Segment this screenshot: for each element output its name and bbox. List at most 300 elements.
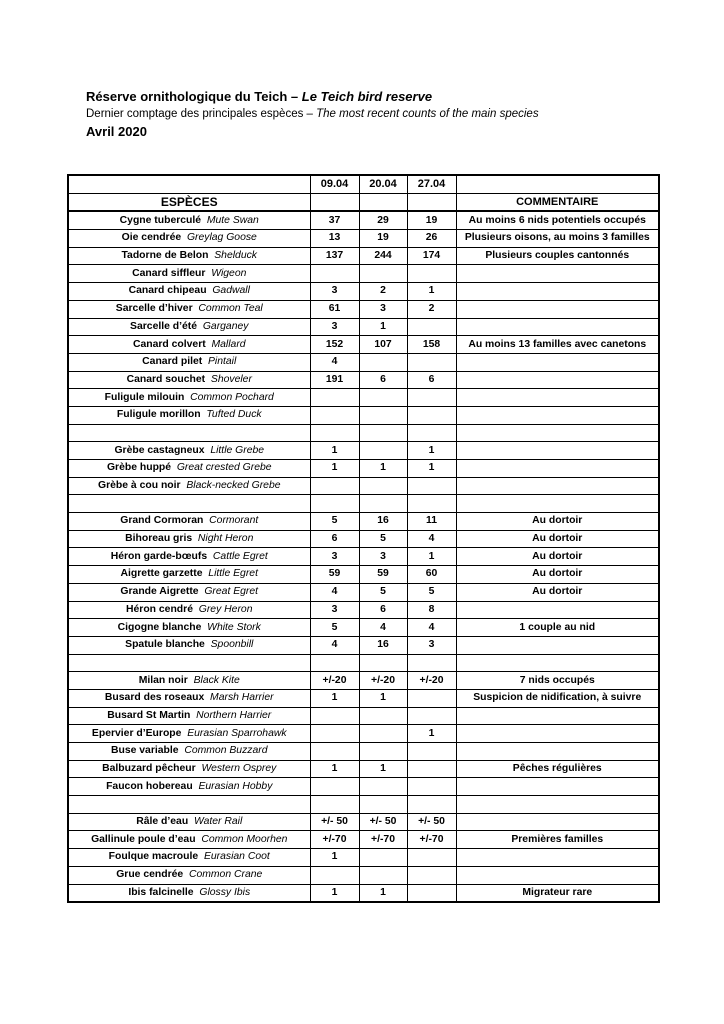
- count-cell-date-3: [407, 884, 456, 902]
- count-cell-date-2: 1: [359, 884, 407, 902]
- count-cell-date-2: [359, 265, 407, 283]
- date-header-1: 09.04: [310, 175, 359, 193]
- count-cell-date-3: [407, 689, 456, 707]
- table-row: [68, 230, 659, 248]
- count-cell-date-2: [359, 442, 407, 460]
- comment-cell: [456, 778, 659, 796]
- column-header-row: [68, 193, 659, 211]
- species-name-french: Grèbe castagneux: [114, 444, 205, 456]
- species-name-english: Cormorant: [209, 515, 259, 527]
- table-row: [68, 636, 659, 654]
- count-cell-date-1: 1: [310, 884, 359, 902]
- species-name-french: Balbuzard pêcheur: [102, 763, 196, 775]
- comment-cell: [456, 424, 659, 442]
- comment-cell: [456, 283, 659, 301]
- species-name-french: Grèbe à cou noir: [98, 480, 181, 492]
- species-name-english: Eurasian Sparrohawk: [187, 727, 287, 739]
- species-name-english: Garganey: [202, 320, 249, 332]
- count-cell-date-2: 6: [359, 371, 407, 389]
- species-name-english: Marsh Harrier: [210, 692, 274, 704]
- count-cell-date-3: +/-20: [407, 672, 456, 690]
- species-name-cell: [68, 460, 310, 478]
- species-name-cell: [68, 707, 310, 725]
- species-name-cell: [68, 796, 310, 814]
- count-cell-date-2: [359, 654, 407, 672]
- table-row: [68, 601, 659, 619]
- species-name-english: Tufted Duck: [206, 409, 262, 421]
- count-cell-date-2: 1: [359, 460, 407, 478]
- count-cell-date-3: 8: [407, 601, 456, 619]
- species-name-cell: [68, 230, 310, 248]
- comment-cell: [456, 849, 659, 867]
- count-cell-date-2: 5: [359, 530, 407, 548]
- species-name-english: Black-necked Grebe: [186, 480, 281, 492]
- count-cell-date-2: [359, 866, 407, 884]
- species-name-french: Epervier d’Europe: [91, 727, 182, 739]
- count-cell-date-3: 1: [407, 283, 456, 301]
- species-name-cell: [68, 884, 310, 902]
- blank-header-cell: [68, 175, 310, 193]
- species-name-english: Common Pochard: [190, 391, 274, 403]
- species-name-cell: [68, 619, 310, 637]
- table-row: [68, 760, 659, 778]
- species-name-english: Greylag Goose: [186, 232, 257, 244]
- comment-cell: [456, 725, 659, 743]
- species-name-french: Ibis falcinelle: [128, 886, 194, 898]
- species-name-english: Gadwall: [212, 285, 250, 297]
- count-cell-date-1: 61: [310, 300, 359, 318]
- count-cell-date-2: +/-20: [359, 672, 407, 690]
- species-name-french: Cigogne blanche: [117, 621, 202, 633]
- species-name-cell: [68, 689, 310, 707]
- species-name-english: Water Rail: [193, 816, 243, 828]
- comment-cell: 1 couple au nid: [456, 619, 659, 637]
- species-name-french: Cygne tuberculé: [119, 214, 202, 226]
- species-name-english: Common Teal: [198, 303, 263, 315]
- species-name-cell: [68, 636, 310, 654]
- species-name-french: Milan noir: [138, 674, 188, 686]
- comment-cell: [456, 636, 659, 654]
- species-name-french: Oie cendrée: [121, 232, 182, 244]
- count-cell-date-3: [407, 866, 456, 884]
- comment-cell: Suspicion de nidification, à suivre: [456, 689, 659, 707]
- species-name-french: Faucon hobereau: [106, 780, 193, 792]
- count-cell-date-1: 6: [310, 530, 359, 548]
- count-cell-date-1: 1: [310, 849, 359, 867]
- count-cell-date-2: 5: [359, 583, 407, 601]
- count-cell-date-3: [407, 265, 456, 283]
- count-cell-date-3: 4: [407, 530, 456, 548]
- count-cell-date-2: 3: [359, 548, 407, 566]
- count-cell-date-1: [310, 406, 359, 424]
- table-row: [68, 211, 659, 229]
- species-name-english: Pintail: [208, 356, 237, 368]
- species-name-cell: [68, 813, 310, 831]
- count-cell-date-1: 137: [310, 247, 359, 265]
- count-cell-date-2: [359, 406, 407, 424]
- count-cell-date-1: [310, 265, 359, 283]
- comment-cell: [456, 371, 659, 389]
- count-cell-date-2: [359, 707, 407, 725]
- comment-cell: Au moins 6 nids potentiels occupés: [456, 211, 659, 229]
- species-name-french: Buse variable: [110, 745, 179, 757]
- table-row: [68, 477, 659, 495]
- subtitle-french: Dernier comptage des principales espèces –: [86, 108, 317, 120]
- count-cell-date-3: [407, 495, 456, 513]
- table-row: [68, 849, 659, 867]
- species-name-cell: [68, 566, 310, 584]
- document-date: Avril 2020: [86, 124, 147, 139]
- comment-cell: Au dortoir: [456, 583, 659, 601]
- species-name-cell: [68, 672, 310, 690]
- species-name-cell: [68, 211, 310, 229]
- table-row: [68, 495, 659, 513]
- count-cell-date-1: [310, 796, 359, 814]
- count-cell-date-2: 29: [359, 211, 407, 229]
- count-cell-date-3: [407, 849, 456, 867]
- species-name-cell: [68, 389, 310, 407]
- count-cell-date-3: [407, 796, 456, 814]
- species-name-cell: [68, 353, 310, 371]
- species-name-cell: [68, 778, 310, 796]
- species-name-french: Canard souchet: [126, 373, 206, 385]
- species-name-french: Héron garde-bœufs: [110, 550, 208, 562]
- count-cell-date-3: 1: [407, 548, 456, 566]
- species-name-cell: [68, 760, 310, 778]
- count-cell-date-2: 59: [359, 566, 407, 584]
- table-row: [68, 566, 659, 584]
- species-name-english: Black Kite: [193, 674, 240, 686]
- count-cell-date-1: 4: [310, 636, 359, 654]
- count-cell-date-3: 6: [407, 371, 456, 389]
- count-cell-date-2: 3: [359, 300, 407, 318]
- count-cell-date-2: 1: [359, 689, 407, 707]
- species-name-cell: [68, 442, 310, 460]
- count-cell-date-3: 4: [407, 619, 456, 637]
- table-row: [68, 548, 659, 566]
- species-name-french: Foulque macroule: [108, 851, 199, 863]
- comment-cell: [456, 796, 659, 814]
- species-name-english: Glossy Ibis: [199, 886, 251, 898]
- count-cell-date-3: [407, 477, 456, 495]
- subtitle-english: The most recent counts of the main species: [316, 108, 539, 120]
- count-cell-date-1: 1: [310, 689, 359, 707]
- count-cell-date-1: 3: [310, 283, 359, 301]
- count-cell-date-1: 4: [310, 353, 359, 371]
- count-cell-date-3: 60: [407, 566, 456, 584]
- comment-cell: Au moins 13 familles avec canetons: [456, 336, 659, 354]
- count-cell-date-3: [407, 353, 456, 371]
- comment-cell: Migrateur rare: [456, 884, 659, 902]
- count-cell-date-1: [310, 495, 359, 513]
- count-cell-date-3: [407, 389, 456, 407]
- table-row: [68, 619, 659, 637]
- count-cell-date-3: 11: [407, 513, 456, 531]
- table-row: [68, 300, 659, 318]
- comment-cell: [456, 654, 659, 672]
- count-cell-date-1: 3: [310, 318, 359, 336]
- count-cell-date-1: 13: [310, 230, 359, 248]
- species-name-english: Shoveler: [210, 373, 252, 385]
- count-cell-date-1: [310, 725, 359, 743]
- count-cell-date-2: +/-70: [359, 831, 407, 849]
- count-cell-date-2: [359, 796, 407, 814]
- species-name-english: Little Grebe: [210, 444, 265, 456]
- count-cell-date-2: [359, 495, 407, 513]
- species-name-cell: [68, 336, 310, 354]
- count-cell-date-1: [310, 778, 359, 796]
- species-name-cell: [68, 265, 310, 283]
- count-cell-date-1: 1: [310, 460, 359, 478]
- count-cell-date-1: 5: [310, 513, 359, 531]
- comment-cell: [456, 442, 659, 460]
- species-name-cell: [68, 300, 310, 318]
- species-name-french: Grande Aigrette: [120, 586, 199, 598]
- species-name-cell: [68, 866, 310, 884]
- document-title: [86, 87, 539, 106]
- count-cell-date-3: [407, 406, 456, 424]
- table-row: [68, 460, 659, 478]
- count-cell-date-1: 3: [310, 548, 359, 566]
- count-cell-date-3: [407, 707, 456, 725]
- count-cell-date-3: 19: [407, 211, 456, 229]
- table-row: [68, 654, 659, 672]
- species-name-cell: [68, 743, 310, 761]
- count-cell-date-1: 59: [310, 566, 359, 584]
- table-row: [68, 371, 659, 389]
- count-cell-date-1: 3: [310, 601, 359, 619]
- species-name-english: Common Moorhen: [201, 833, 288, 845]
- table-row: [68, 707, 659, 725]
- count-cell-date-3: [407, 318, 456, 336]
- comment-cell: Plusieurs couples cantonnés: [456, 247, 659, 265]
- count-cell-date-1: 1: [310, 760, 359, 778]
- count-cell-date-3: +/-70: [407, 831, 456, 849]
- species-count-table: [67, 174, 660, 903]
- species-name-french: Busard St Martin: [107, 709, 191, 721]
- species-name-french: Héron cendré: [126, 603, 193, 615]
- species-name-english: Shelduck: [214, 250, 257, 262]
- count-cell-date-2: 2: [359, 283, 407, 301]
- table-row: [68, 265, 659, 283]
- species-name-cell: [68, 601, 310, 619]
- species-name-cell: [68, 513, 310, 531]
- species-name-english: Western Osprey: [201, 763, 277, 775]
- species-name-english: Wigeon: [211, 267, 247, 279]
- count-cell-date-3: 174: [407, 247, 456, 265]
- document-subtitle: [86, 106, 539, 123]
- title-english: Le Teich bird reserve: [301, 89, 433, 104]
- table-row: [68, 689, 659, 707]
- count-cell-date-1: [310, 866, 359, 884]
- species-name-french: Aigrette garzette: [120, 568, 203, 580]
- comment-cell: [456, 743, 659, 761]
- species-name-cell: [68, 424, 310, 442]
- comment-cell: 7 nids occupés: [456, 672, 659, 690]
- comment-cell: [456, 601, 659, 619]
- date-header-row: [68, 175, 659, 193]
- table-row: [68, 866, 659, 884]
- count-cell-date-2: [359, 743, 407, 761]
- table-row: [68, 884, 659, 902]
- count-cell-date-1: +/- 50: [310, 813, 359, 831]
- species-name-cell: [68, 247, 310, 265]
- comment-cell: Au dortoir: [456, 513, 659, 531]
- table-row: [68, 672, 659, 690]
- table-row: [68, 442, 659, 460]
- table-row: [68, 513, 659, 531]
- species-name-cell: [68, 477, 310, 495]
- count-cell-date-1: +/-20: [310, 672, 359, 690]
- table-row: [68, 743, 659, 761]
- count-cell-date-2: +/- 50: [359, 813, 407, 831]
- comment-cell: [456, 265, 659, 283]
- count-cell-date-3: 3: [407, 636, 456, 654]
- count-cell-date-3: 5: [407, 583, 456, 601]
- count-cell-date-1: 1: [310, 442, 359, 460]
- comment-cell: Plusieurs oisons, au moins 3 familles: [456, 230, 659, 248]
- count-cell-date-1: 37: [310, 211, 359, 229]
- species-name-english: Great Egret: [204, 586, 259, 598]
- comment-cell: Au dortoir: [456, 548, 659, 566]
- comment-cell: Premières familles: [456, 831, 659, 849]
- table-row: [68, 778, 659, 796]
- count-cell-date-3: [407, 424, 456, 442]
- comment-cell: [456, 477, 659, 495]
- document-header: [86, 87, 539, 141]
- species-name-french: Râle d’eau: [136, 816, 189, 828]
- species-name-cell: [68, 548, 310, 566]
- count-cell-date-3: [407, 743, 456, 761]
- species-name-cell: [68, 495, 310, 513]
- species-name-french: Gallinule poule d’eau: [91, 833, 196, 845]
- species-name-cell: [68, 283, 310, 301]
- species-name-english: Great crested Grebe: [176, 462, 272, 474]
- count-cell-date-1: +/-70: [310, 831, 359, 849]
- table-row: [68, 796, 659, 814]
- title-french: Réserve ornithologique du Teich –: [86, 89, 302, 104]
- count-cell-date-2: [359, 424, 407, 442]
- comment-cell: Pêches régulières: [456, 760, 659, 778]
- count-cell-date-3: [407, 654, 456, 672]
- species-name-english: Mute Swan: [206, 214, 259, 226]
- comment-cell: [456, 495, 659, 513]
- count-cell-date-2: [359, 477, 407, 495]
- blank-header-cell: [407, 193, 456, 211]
- species-name-french: Canard pilet: [142, 356, 203, 368]
- blank-header-cell: [359, 193, 407, 211]
- table-row: [68, 283, 659, 301]
- count-cell-date-1: [310, 477, 359, 495]
- table-row: [68, 318, 659, 336]
- count-cell-date-2: 1: [359, 760, 407, 778]
- comment-cell: [456, 389, 659, 407]
- species-name-french: Grèbe huppé: [106, 462, 172, 474]
- species-name-english: Common Crane: [188, 869, 263, 881]
- comment-cell: [456, 813, 659, 831]
- count-cell-date-3: 26: [407, 230, 456, 248]
- table-row: [68, 353, 659, 371]
- comment-cell: [456, 318, 659, 336]
- species-name-cell: [68, 725, 310, 743]
- species-name-french: Fuligule milouin: [104, 391, 185, 403]
- comment-cell: [456, 707, 659, 725]
- count-cell-date-1: [310, 654, 359, 672]
- species-name-cell: [68, 530, 310, 548]
- count-cell-date-2: [359, 353, 407, 371]
- count-cell-date-2: 19: [359, 230, 407, 248]
- count-cell-date-2: 1: [359, 318, 407, 336]
- table-row: [68, 583, 659, 601]
- comment-cell: [456, 460, 659, 478]
- species-name-french: Grue cendrée: [116, 869, 184, 881]
- blank-header-cell: [456, 175, 659, 193]
- species-name-cell: [68, 654, 310, 672]
- count-cell-date-3: 1: [407, 460, 456, 478]
- species-name-french: Tadorne de Belon: [121, 250, 209, 262]
- count-cell-date-3: 2: [407, 300, 456, 318]
- comment-column-header: COMMENTAIRE: [456, 193, 659, 211]
- species-name-english: Cattle Egret: [212, 550, 268, 562]
- count-cell-date-1: [310, 389, 359, 407]
- count-cell-date-2: [359, 849, 407, 867]
- count-cell-date-2: 16: [359, 636, 407, 654]
- count-cell-date-1: [310, 424, 359, 442]
- species-name-english: Eurasian Coot: [203, 851, 270, 863]
- table-row: [68, 406, 659, 424]
- count-cell-date-1: 4: [310, 583, 359, 601]
- species-name-english: Common Buzzard: [184, 745, 268, 757]
- comment-cell: [456, 866, 659, 884]
- count-cell-date-3: [407, 778, 456, 796]
- count-cell-date-2: 6: [359, 601, 407, 619]
- species-name-french: Canard colvert: [132, 338, 206, 350]
- species-name-english: Mallard: [211, 338, 246, 350]
- count-cell-date-2: [359, 725, 407, 743]
- comment-cell: [456, 406, 659, 424]
- species-name-cell: [68, 849, 310, 867]
- table-row: [68, 725, 659, 743]
- blank-header-cell: [310, 193, 359, 211]
- species-name-french: Canard chipeau: [128, 285, 207, 297]
- table-row: [68, 831, 659, 849]
- count-cell-date-1: 152: [310, 336, 359, 354]
- species-name-french: Spatule blanche: [125, 639, 205, 651]
- count-cell-date-3: 1: [407, 442, 456, 460]
- date-header-3: 27.04: [407, 175, 456, 193]
- species-name-english: White Stork: [207, 621, 261, 633]
- count-cell-date-2: 107: [359, 336, 407, 354]
- comment-cell: [456, 300, 659, 318]
- table-row: [68, 530, 659, 548]
- count-cell-date-1: 5: [310, 619, 359, 637]
- table-row: [68, 389, 659, 407]
- table-body: [68, 175, 659, 902]
- species-column-header: ESPÈCES: [68, 193, 310, 211]
- count-cell-date-2: [359, 389, 407, 407]
- count-cell-date-3: 158: [407, 336, 456, 354]
- table-row: [68, 336, 659, 354]
- count-cell-date-1: [310, 743, 359, 761]
- species-name-english: Spoonbill: [210, 639, 254, 651]
- comment-cell: Au dortoir: [456, 530, 659, 548]
- count-cell-date-2: 244: [359, 247, 407, 265]
- count-cell-date-1: [310, 707, 359, 725]
- count-cell-date-3: 1: [407, 725, 456, 743]
- count-cell-date-1: 191: [310, 371, 359, 389]
- table-row: [68, 813, 659, 831]
- species-name-french: Fuligule morillon: [116, 409, 201, 421]
